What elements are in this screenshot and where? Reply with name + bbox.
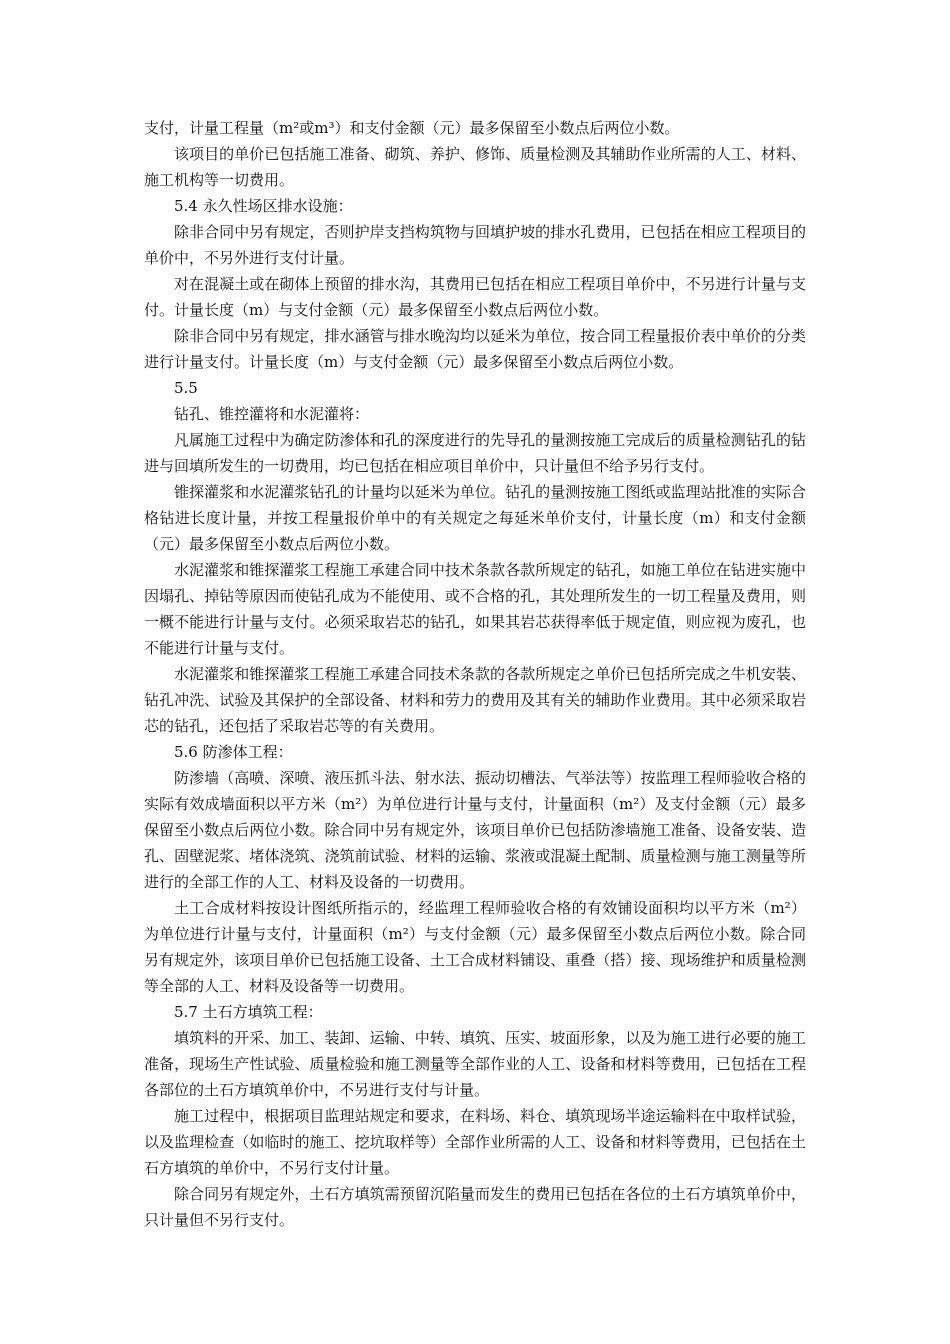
paragraph: 除非合同中另有规定，否则护岸支挡构筑物与回填护坡的排水孔费用，已包括在相应工程项目的单价中，不另外进行支付计量。 bbox=[144, 223, 806, 267]
paragraph: 施工过程中，根据项目监理站规定和要求，在料场、料仓、填筑现场半途运输料在中取样试验，以及监理检查（如临时的施工、挖坑取样等）全部作业所需的人工、设备和材料等费用，已包括在土石方填筑的单价中，不另行支付计量。 bbox=[144, 1107, 806, 1177]
paragraph: 防渗墙（高喷、深喷、液压抓斗法、射水法、振动切槽法、气举法等）按监理工程师验收合格的实际有效成墙面积以平方米（m²）为单位进行计量与支付，计量面积（m²）及支付金额（元）最多保留至小数点后两位小数。除合同中另有规定外，该项目单价已包括防渗墙施工准备、设备安装、造孔、固壁泥浆、堵体浇筑、浇筑前试验、材料的运输、浆液或混凝土配制、质量检测与施工测量等所进行的全部工作的人工、材料及设备的一切费用。 bbox=[144, 769, 806, 891]
document-page bbox=[144, 115, 806, 1233]
section-heading: 5.7 土石方填筑工程： bbox=[174, 1003, 323, 1021]
section-heading: 5.4 永久性场区排水设施： bbox=[174, 197, 353, 215]
paragraph: 水泥灌浆和锥探灌浆工程施工承建合同中技术条款各款所规定的钻孔，如施工单位在钻进实施中因塌孔、掉钻等原因而使钻孔成为不能使用、或不合格的孔，其处理所发生的一切工程量及费用，则一概不能进行计量与支付。必须采取岩芯的钻孔，如果其岩芯获得率低于规定值，则应视为废孔，也不能进行计量与支付。 bbox=[144, 561, 806, 657]
paragraph: 支付，计量工程量（m²或m³）和支付金额（元）最多保留至小数点后两位小数。 bbox=[144, 119, 680, 137]
section-heading: 5.6 防渗体工程： bbox=[174, 743, 293, 761]
paragraph: 水泥灌浆和锥探灌浆工程施工承建合同技术条款的各款所规定之单价已包括所完成之牛机安装、钻孔冲洗、试验及其保护的全部设备、材料和劳力的费用及其有关的辅助作业费用。其中必须采取岩芯的钻孔，还包括了采取岩芯等的有关费用。 bbox=[144, 665, 806, 735]
section-heading: 5.5 bbox=[174, 379, 198, 397]
paragraph: 对在混凝土或在砌体上预留的排水沟，其费用已包括在相应工程项目单价中，不另进行计量与支付。计量长度（m）与支付金额（元）最多保留至小数点后两位小数。 bbox=[144, 275, 806, 319]
section-heading: 钻孔、锥控灌将和水泥灌将： bbox=[174, 405, 370, 423]
paragraph: 该项目的单价已包括施工准备、砌筑、养护、修饰、质量检测及其辅助作业所需的人工、材料、施工机构等一切费用。 bbox=[144, 145, 806, 189]
paragraph: 除合同另有规定外，土石方填筑需预留沉陷量而发生的费用已包括在各位的土石方填筑单价中，只计量但不另行支付。 bbox=[144, 1185, 806, 1229]
paragraph: 凡属施工过程中为确定防渗体和孔的深度进行的先导孔的量测按施工完成后的质量检测钻孔的钻进与回填所发生的一切费用，均已包括在相应项目单价中，只计量但不给予另行支付。 bbox=[144, 431, 806, 475]
paragraph: 除非合同中另有规定，排水涵管与排水晚沟均以延米为单位，按合同工程量报价表中单价的分类进行计量支付。计量长度（m）与支付金额（元）最多保留至小数点后两位小数。 bbox=[144, 327, 806, 371]
paragraph: 锥探灌浆和水泥灌浆钻孔的计量均以延米为单位。钻孔的量测按施工图纸或监理站批准的实际合格钻进长度计量，并按工程量报价单中的有关规定之每延米单价支付，计量长度（m）和支付金额（元）最多保留至小数点后两位小数。 bbox=[144, 483, 806, 553]
paragraph: 土工合成材料按设计图纸所指示的，经监理工程师验收合格的有效铺设面积均以平方米（m²）为单位进行计量与支付，计量面积（m²）与支付金额（元）最多保留至小数点后两位小数。除合同另有规定外，该项目单价已包括施工设备、土工合成材料铺设、重叠（搭）接、现场维护和质量检测等全部的人工、材料及设备等一切费用。 bbox=[144, 899, 806, 995]
paragraph: 填筑料的开采、加工、装卸、运输、中转、填筑、压实、坡面形象，以及为施工进行必要的施工准备，现场生产性试验、质量检验和施工测量等全部作业的人工、设备和材料等费用，已包括在工程各部位的土石方填筑单价中，不另进行支付与计量。 bbox=[144, 1029, 806, 1099]
